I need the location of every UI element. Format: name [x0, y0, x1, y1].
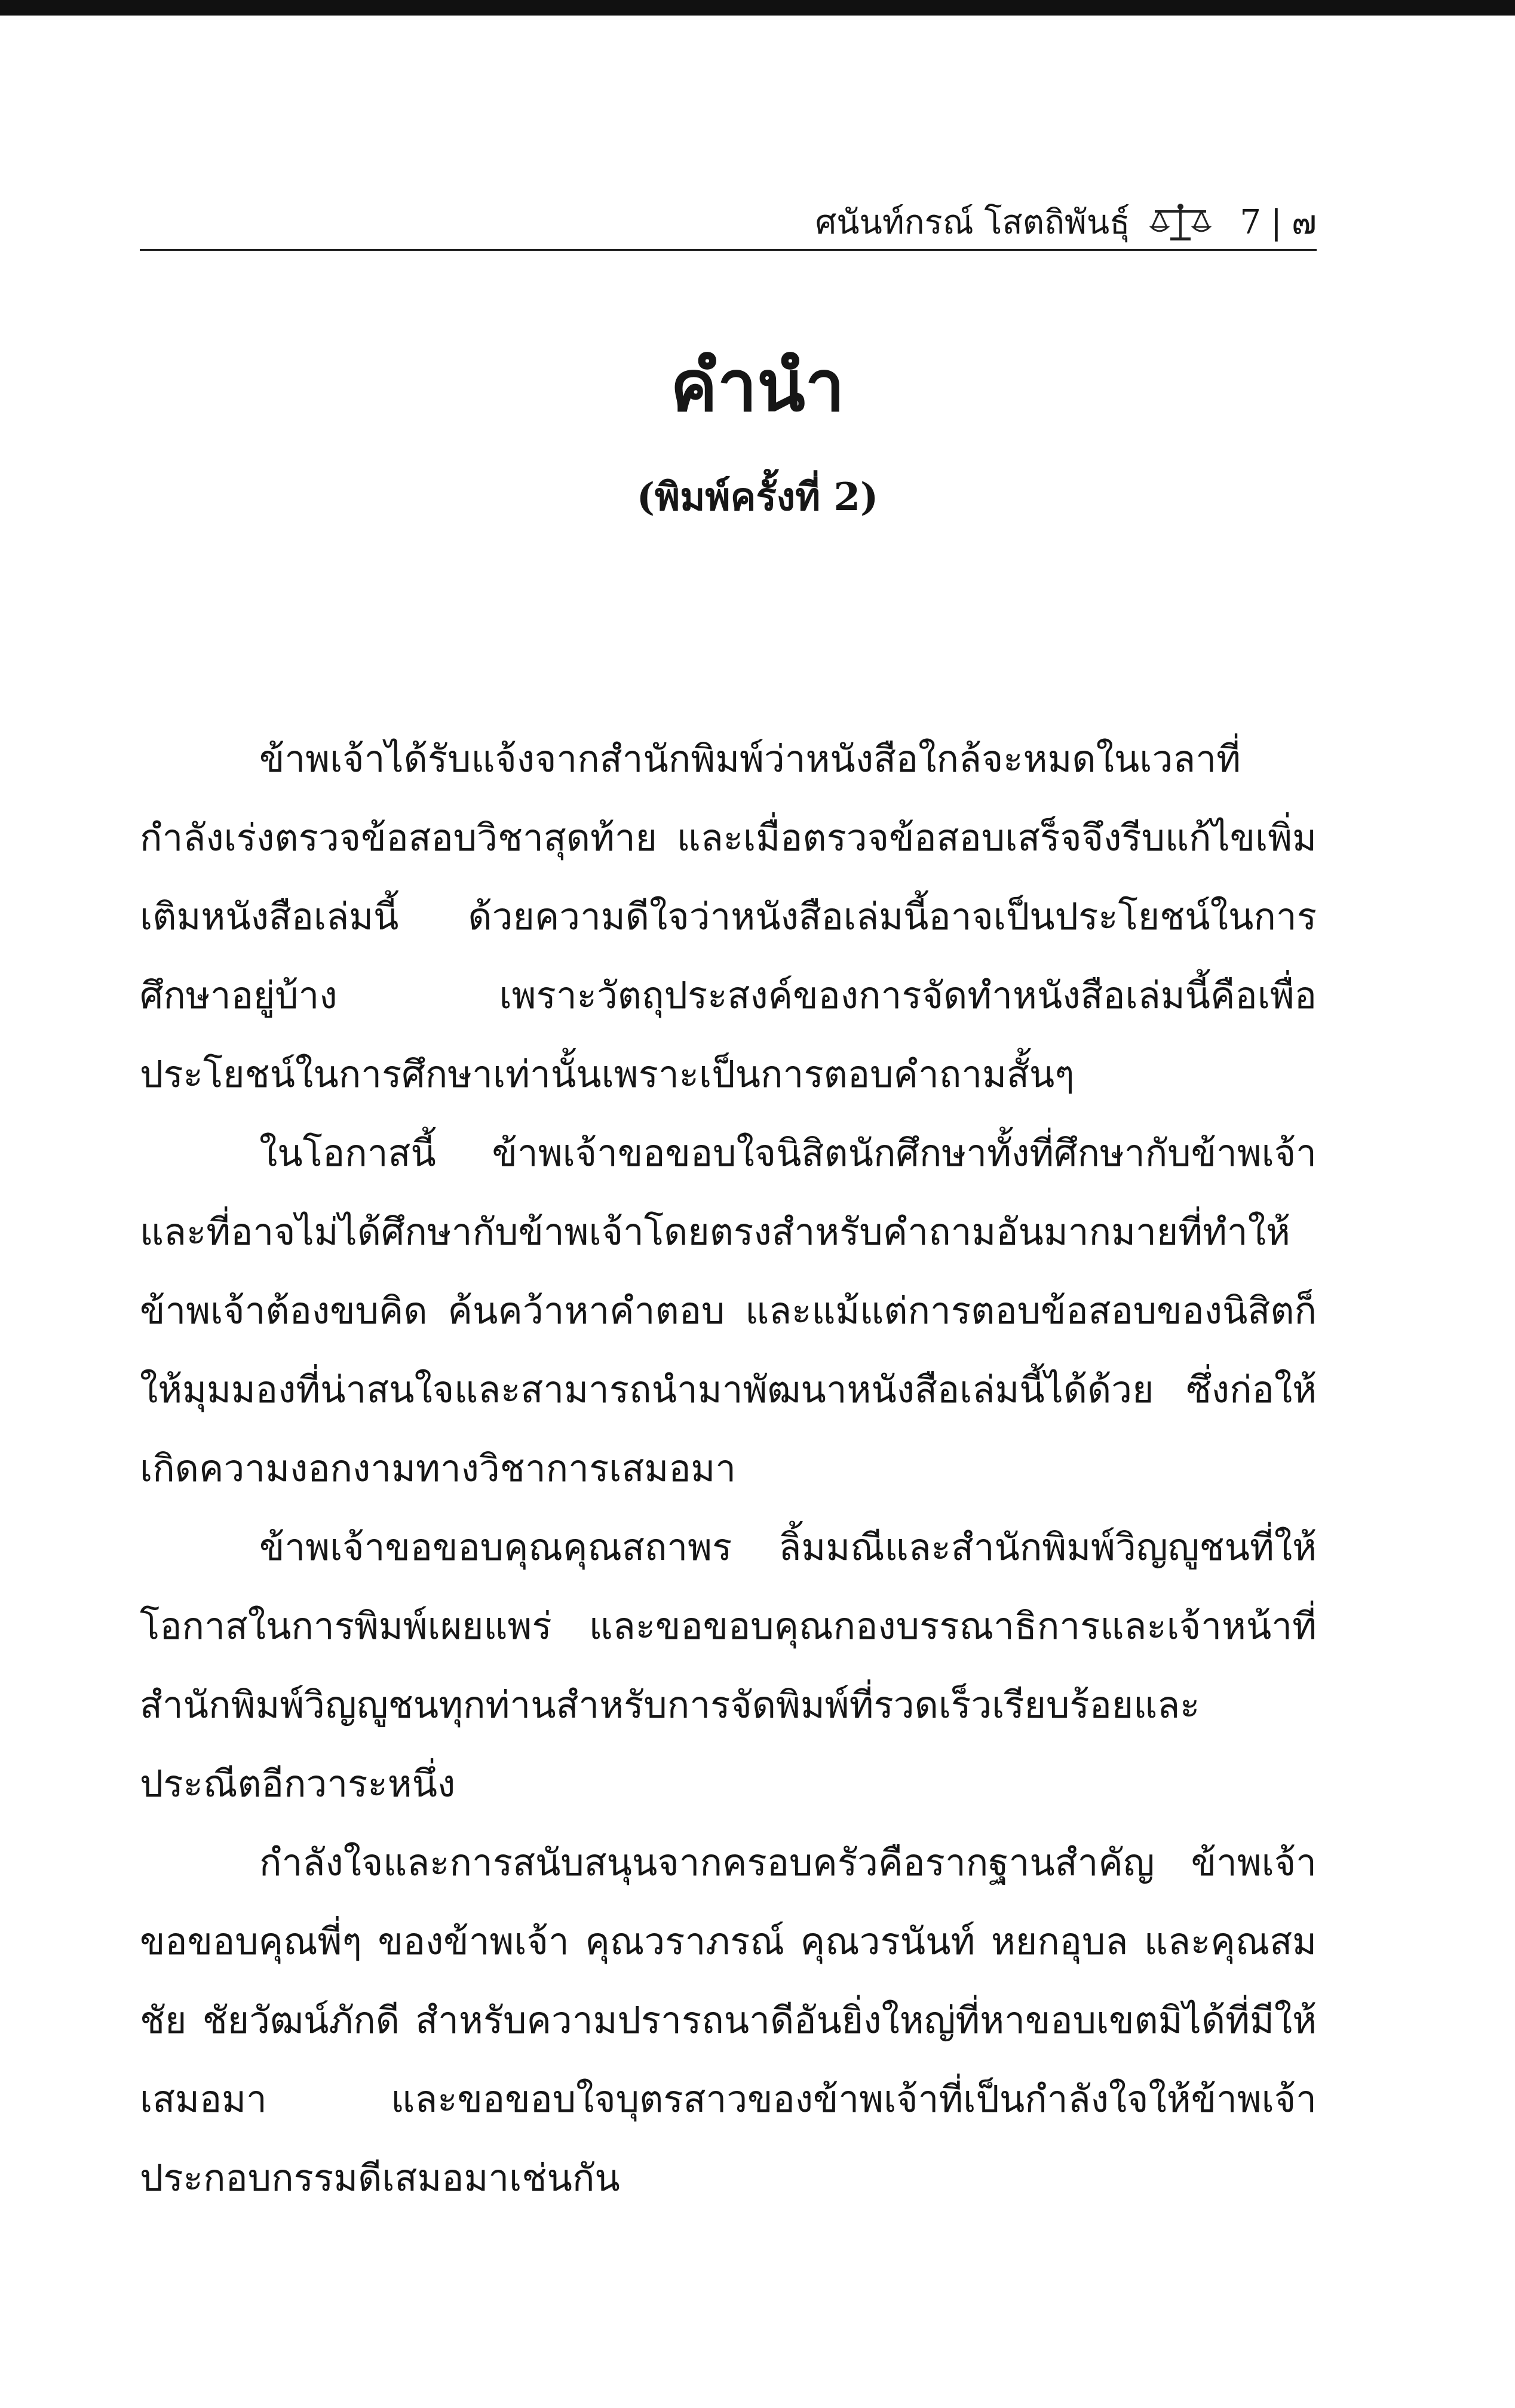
preface-body: [140, 720, 1317, 2217]
paragraph: กำลังใจและการสนับสนุนจากครอบครัวคือรากฐานสำคัญ ข้าพเจ้าขอขอบคุณพี่ๆ ของข้าพเจ้า คุณวราภรณ์ คุณวรนันท์ หยกอุบล และคุณสมชัย ชัยวัฒน์ภักดี สำหรับความปรารถนาดีอันยิ่งใหญ่ที่หาขอบเขตมิได้ที่มีให้เสมอมา และขอขอบใจบุตรสาวของข้าพเจ้าที่เป็นกำลังใจให้ข้าพเจ้าประกอบกรรมดีเสมอมาเช่นกัน: [140, 1841, 1317, 2200]
scales-of-justice-icon: [1148, 202, 1213, 244]
paragraph: ในโอกาสนี้ ข้าพเจ้าขอขอบใจนิสิตนักศึกษาทั้งที่ศึกษากับข้าพเจ้าและที่อาจไม่ได้ศึกษากับข้าพเจ้าโดยตรงสำหรับคำถามอันมากมายที่ทำให้ข้าพเจ้าต้องขบคิด ค้นคว้าหาคำตอบ และแม้แต่การตอบข้อสอบของนิสิตก็ให้มุมมองที่น่าสนใจและสามารถนำมาพัฒนาหนังสือเล่มนี้ได้ด้วย ซึ่งก่อให้เกิดความงอกงามทางวิชาการเสมอมา: [140, 1131, 1317, 1490]
running-header: [140, 197, 1317, 248]
header-rule: [140, 249, 1317, 251]
page-title: คำนำ: [670, 344, 845, 427]
page-number-separator: |: [1271, 202, 1282, 242]
paragraph: ข้าพเจ้าได้รับแจ้งจากสำนักพิมพ์ว่าหนังสือใกล้จะหมดในเวลาที่กำลังเร่งตรวจข้อสอบวิชาสุดท้าย และเมื่อตรวจข้อสอบเสร็จจึงรีบแก้ไขเพิ่มเติมหนังสือเล่มนี้ ด้วยความดีใจว่าหนังสือเล่มนี้อาจเป็นประโยชน์ในการศึกษาอยู่บ้าง เพราะวัตถุประสงค์ของการจัดทำหนังสือเล่มนี้คือเพื่อประโยชน์ในการศึกษาเท่านั้นเพราะเป็นการตอบคำถามสั้นๆ: [140, 737, 1317, 1096]
page-number-thai: ๗: [1291, 202, 1317, 242]
page-top-edge: [0, 0, 1515, 16]
page-subtitle: (พิมพ์ครั้งที่ 2): [636, 475, 879, 520]
page-number-arabic: 7: [1240, 202, 1262, 242]
paragraph: ข้าพเจ้าขอขอบคุณคุณสถาพร ลิ้มมณีและสำนักพิมพ์วิญญูชนที่ให้โอกาสในการพิมพ์เผยแพร่ และขอขอบคุณกองบรรณาธิการและเจ้าหน้าที่สำนักพิมพ์วิญญูชนทุกท่านสำหรับการจัดพิมพ์ที่รวดเร็วเรียบร้อยและประณีตอีกวาระหนึ่ง: [140, 1525, 1317, 1805]
header-author: ศนันท์กรณ์ โสตถิพันธุ์: [815, 202, 1130, 242]
